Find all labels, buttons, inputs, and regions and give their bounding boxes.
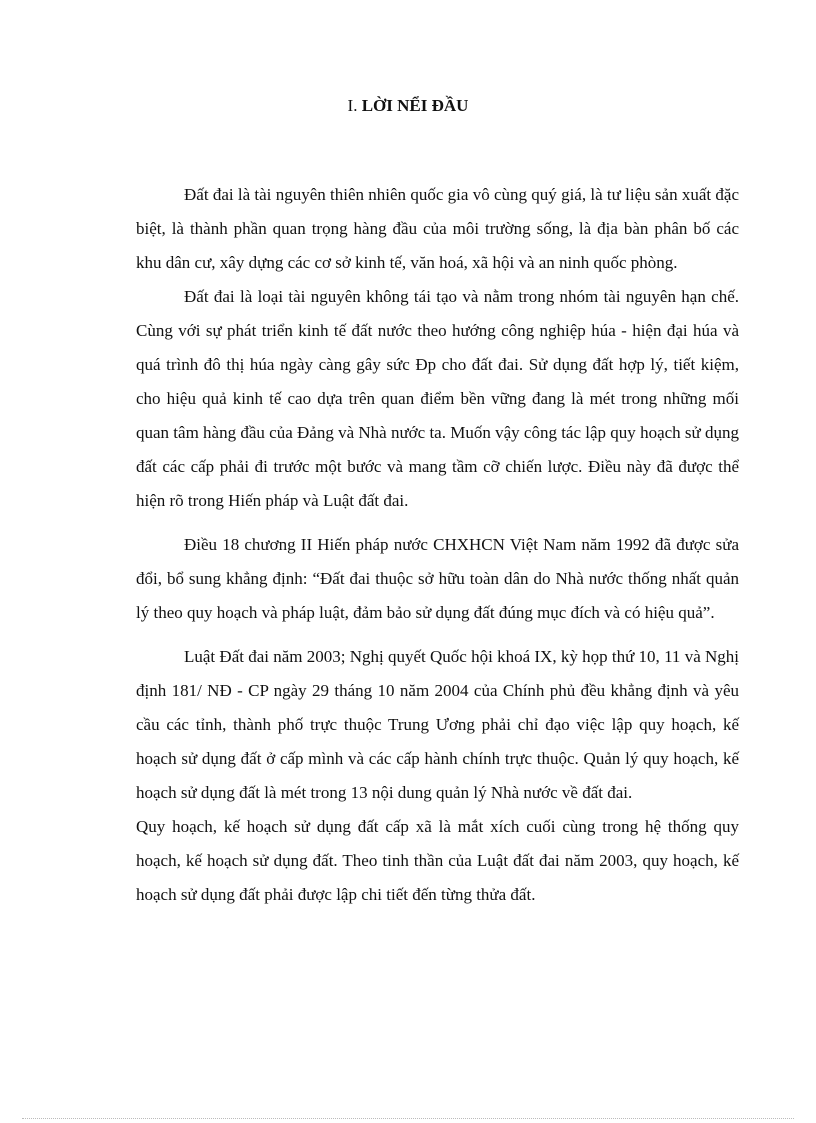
document-body: [136, 178, 739, 912]
paragraph-4: Luật Đất đai năm 2003; Nghị quyết Quốc hội khoá IX, kỳ họp thứ 10, 11 và Nghị định 181/ NĐ - CP ngày 29 tháng 10 năm 2004 của Chính phủ đều khẳng định và yêu cầu các tỉnh, thành phố trực thuộc Trung Ương phải chỉ đạo việc lập quy hoạch, kế hoạch sử dụng đất ở cấp mình và các cấp hành chính trực thuộc. Quản lý quy hoạch, kế hoạch sử dụng đất là mét trong 13 nội dung quản lý Nhà nước về đất đai.: [136, 647, 739, 802]
spacer: [136, 518, 739, 528]
page-title: [0, 94, 816, 118]
heading-number: I.: [347, 96, 362, 115]
page-bottom-border: [22, 1118, 794, 1119]
paragraph-3: Điều 18 chương II Hiến pháp nước CHXHCN Việt Nam năm 1992 đã được sửa đổi, bổ sung khẳng định: “Đất đai thuộc sở hữu toàn dân do Nhà nước thống nhất quản lý theo quy hoạch và pháp luật, đảm bảo sử dụng đất đúng mục đích và có hiệu quả”.: [136, 535, 739, 622]
paragraph-5: Quy hoạch, kế hoạch sử dụng đất cấp xã là mắt xích cuối cùng trong hệ thống quy hoạch, kế hoạch sử dụng đất. Theo tinh thần của Luật đất đai năm 2003, quy hoạch, kế hoạch sử dụng đất phải được lập chi tiết đến từng thửa đất.: [136, 817, 739, 904]
spacer: [136, 630, 739, 640]
paragraph-2: Đất đai là loại tài nguyên không tái tạo và nằm trong nhóm tài nguyên hạn chế. Cùng với sự phát triển kinh tế đất nước theo hướng công nghiệp húa - hiện đại húa và quá trình đô thị húa ngày càng gây sức Ðp cho đất đai. Sử dụng đất hợp lý, tiết kiệm, cho hiệu quả kinh tế cao dựa trên quan điểm bền vững đang là mét trong những mối quan tâm hàng đầu của Đảng và Nhà nước ta. Muốn vậy công tác lập quy hoạch sử dụng đất các cấp phải đi trước một bước và mang tầm cỡ chiến lược. Điều này đã được thể hiện rõ trong Hiến pháp và Luật đất đai.: [136, 287, 739, 510]
paragraph-1: Đất đai là tài nguyên thiên nhiên quốc gia vô cùng quý giá, là tư liệu sản xuất đặc biệt, là thành phần quan trọng hàng đầu của môi trường sống, là địa bàn phân bố các khu dân cư, xây dựng các cơ sở kinh tế, văn hoá, xã hội và an ninh quốc phòng.: [136, 185, 739, 272]
heading-text: LỜI NỂI ĐẦU: [361, 96, 469, 115]
